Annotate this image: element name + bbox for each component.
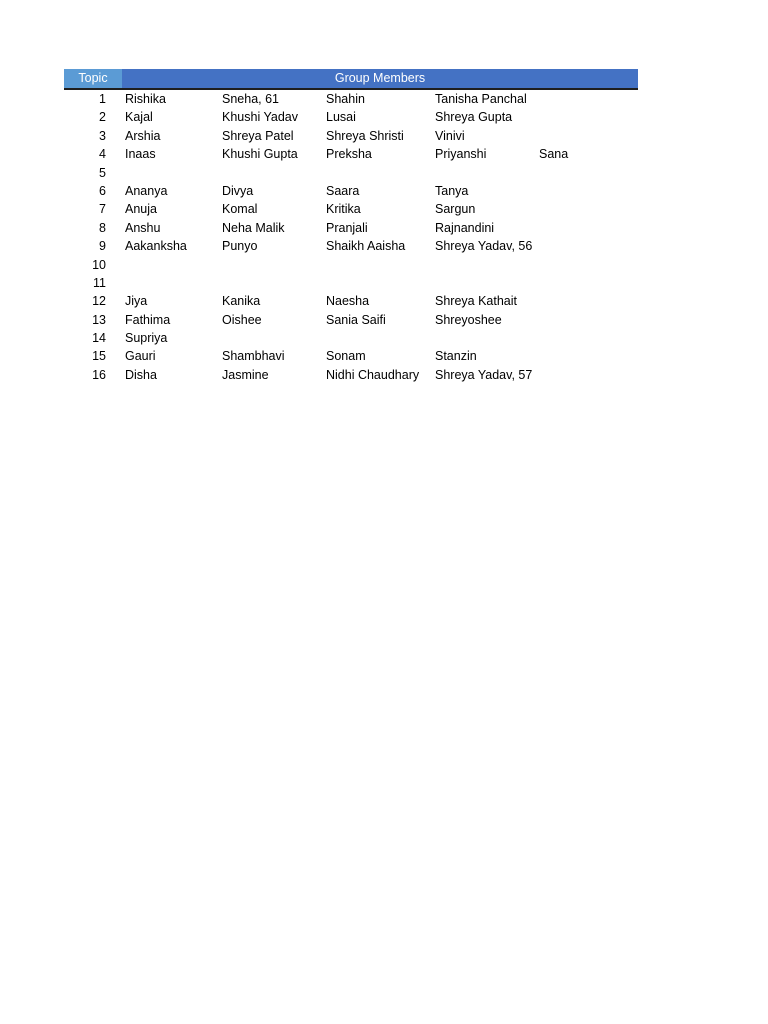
member-cell: Naesha — [326, 294, 370, 309]
member-cell: Disha — [125, 367, 157, 382]
topic-number-cell: 6 — [99, 183, 106, 198]
member-cell: Supriya — [125, 331, 168, 346]
member-cell: Anshu — [125, 220, 161, 235]
member-cell: Nidhi Chaudhary — [326, 367, 420, 382]
member-cell: Jasmine — [222, 367, 269, 382]
member-cell — [435, 256, 539, 274]
member-cell: Fathima — [125, 312, 171, 327]
member-cell — [539, 366, 637, 384]
table-row — [64, 329, 638, 347]
member-cell — [435, 329, 539, 347]
member-cell — [539, 219, 637, 237]
member-cell — [539, 237, 637, 255]
table-row — [64, 182, 638, 200]
spacer-cell — [106, 366, 125, 384]
spacer-cell — [106, 329, 125, 347]
topic-number-cell: 13 — [92, 312, 106, 327]
member-cell — [222, 164, 326, 182]
member-cell: Sana — [539, 147, 569, 162]
spacer-cell — [106, 311, 125, 329]
topic-number-cell: 7 — [99, 202, 106, 217]
group-members-table — [64, 69, 638, 384]
spacer-cell — [106, 145, 125, 163]
member-cell: Gauri — [125, 349, 156, 364]
member-cell: Shreya Yadav, 57 — [435, 367, 533, 382]
spacer-cell — [106, 237, 125, 255]
topic-number-cell: 16 — [92, 367, 106, 382]
spacer-cell — [106, 256, 125, 274]
member-cell: Divya — [222, 183, 254, 198]
table-row — [64, 108, 638, 126]
member-cell: Shreya Gupta — [435, 110, 513, 125]
table-body — [64, 90, 638, 384]
member-cell — [435, 274, 539, 292]
member-cell: Aakanksha — [125, 239, 187, 254]
spacer-cell — [106, 108, 125, 126]
spacer-cell — [106, 200, 125, 218]
spacer-cell — [106, 164, 125, 182]
member-cell: Priyanshi — [435, 147, 487, 162]
spacer-cell — [106, 292, 125, 310]
topic-header: Topic — [64, 69, 122, 88]
member-cell: Sneha, 61 — [222, 92, 279, 106]
topic-number-cell: 11 — [93, 275, 106, 290]
member-cell: Sonam — [326, 349, 366, 364]
table-row — [64, 292, 638, 310]
member-cell — [326, 164, 435, 182]
member-cell — [539, 164, 637, 182]
member-cell: Khushi Yadav — [222, 110, 298, 125]
member-cell: Pranjali — [326, 220, 368, 235]
member-cell: Neha Malik — [222, 220, 285, 235]
member-cell: Shreya Shristi — [326, 128, 404, 143]
table-row — [64, 219, 638, 237]
member-cell: Shambhavi — [222, 349, 285, 364]
topic-number-cell: 2 — [99, 110, 106, 125]
topic-number-cell: 9 — [99, 239, 106, 254]
member-cell: Arshia — [125, 128, 161, 143]
topic-number-cell: 14 — [92, 331, 106, 346]
table-row — [64, 90, 638, 108]
spacer-cell — [106, 182, 125, 200]
member-cell: Rajnandini — [435, 220, 495, 235]
member-cell — [539, 108, 637, 126]
member-cell: Shreya Patel — [222, 128, 294, 143]
topic-number-cell: 10 — [92, 257, 106, 272]
topic-number-cell: 8 — [99, 220, 106, 235]
member-cell — [539, 329, 637, 347]
member-cell: Ananya — [125, 183, 168, 198]
member-cell: Shreyoshee — [435, 312, 502, 327]
table-row — [64, 145, 638, 163]
member-cell: Rishika — [125, 92, 166, 106]
member-cell — [125, 256, 222, 274]
member-cell: Stanzin — [435, 349, 477, 364]
member-cell — [539, 200, 637, 218]
member-cell: Shreya Yadav, 56 — [435, 239, 533, 254]
member-cell — [539, 311, 637, 329]
member-cell — [539, 127, 637, 145]
member-cell — [326, 274, 435, 292]
table-row — [64, 311, 638, 329]
member-cell — [539, 274, 637, 292]
member-cell: Tanya — [435, 183, 469, 198]
spacer-cell — [106, 274, 125, 292]
member-cell: Anuja — [125, 202, 157, 217]
member-cell: Saara — [326, 183, 360, 198]
member-cell — [539, 182, 637, 200]
member-cell: Lusai — [326, 110, 356, 125]
table-row — [64, 237, 638, 255]
member-cell: Shreya Kathait — [435, 294, 517, 309]
table-row — [64, 200, 638, 218]
member-cell: Jiya — [125, 294, 148, 309]
spacer-cell — [106, 90, 125, 108]
table-header — [64, 69, 638, 90]
spacer-cell — [106, 127, 125, 145]
member-cell: Sargun — [435, 202, 476, 217]
member-cell: Oishee — [222, 312, 262, 327]
spacer-cell — [106, 219, 125, 237]
topic-number-cell: 12 — [92, 294, 106, 309]
member-cell: Khushi Gupta — [222, 147, 298, 162]
member-cell: Kajal — [125, 110, 153, 125]
spacer-cell — [106, 347, 125, 365]
member-cell — [222, 274, 326, 292]
topic-number-cell: 1 — [99, 92, 106, 106]
member-cell: Sania Saifi — [326, 312, 386, 327]
member-cell — [539, 347, 637, 365]
member-cell — [222, 256, 326, 274]
member-cell — [539, 90, 637, 108]
table-row — [64, 164, 638, 182]
member-cell: Komal — [222, 202, 258, 217]
table-row — [64, 366, 638, 384]
member-cell: Kanika — [222, 294, 261, 309]
topic-number-cell: 4 — [99, 147, 106, 162]
table-row — [64, 256, 638, 274]
table-row — [64, 274, 638, 292]
member-cell — [539, 256, 637, 274]
member-cell: Shahin — [326, 92, 365, 106]
topic-number-cell: 5 — [99, 165, 106, 180]
group-members-header: Group Members — [122, 69, 638, 88]
member-cell: Kritika — [326, 202, 361, 217]
member-cell — [222, 329, 326, 347]
member-cell — [125, 274, 222, 292]
member-cell — [435, 164, 539, 182]
member-cell: Vinivi — [435, 128, 465, 143]
member-cell — [539, 292, 637, 310]
member-cell: Shaikh Aaisha — [326, 239, 406, 254]
member-cell — [125, 164, 222, 182]
table-row — [64, 127, 638, 145]
member-cell — [326, 256, 435, 274]
topic-number-cell: 15 — [92, 349, 106, 364]
member-cell: Inaas — [125, 147, 156, 162]
member-cell: Tanisha Panchal — [435, 92, 527, 106]
table-row — [64, 347, 638, 365]
member-cell: Preksha — [326, 147, 372, 162]
member-cell — [326, 329, 435, 347]
member-cell: Punyo — [222, 239, 258, 254]
topic-number-cell: 3 — [99, 128, 106, 143]
